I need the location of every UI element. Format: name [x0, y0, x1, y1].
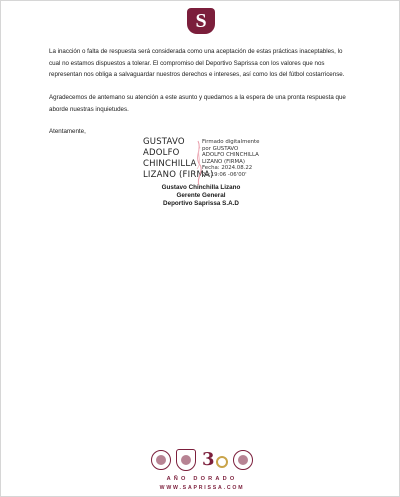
digital-signature-line: por GUSTAVO [202, 145, 239, 152]
digital-signature-line: 20:19:06 -06'00' [202, 171, 247, 178]
digital-signature-line: Fecha: 2024.08.22 [202, 165, 253, 172]
saprissa-logo-icon [187, 8, 215, 34]
anniversary-30-icon: 3 [202, 451, 228, 469]
footer-emblems [151, 447, 253, 473]
signature-name-line: GUSTAVO [143, 137, 185, 147]
signer-name: Gustavo Chinchilla Lizano [161, 184, 241, 191]
shield-icon [176, 449, 196, 471]
signer-organization: Deportivo Saprissa S.A.D [163, 200, 239, 207]
footer-website: WWW.SAPRISSA.COM [159, 485, 245, 491]
crest-icon [151, 450, 171, 470]
signature-name-line: LIZANO (FIRMA) [143, 170, 214, 180]
digital-signature-line: LIZANO (FIRMA) [202, 158, 245, 165]
digital-signature-line: Firmado digitalmente [202, 139, 260, 145]
digital-signature-line: ADOLFO CHINCHILLA [202, 152, 259, 159]
signer-role: Gerente General [176, 192, 226, 199]
body-paragraph-1: La inacción o falta de respuesta será considerada como una aceptación de estas prácticas inaceptables, lo cual no estamos dispuestos a tolerar. El compromiso del Deportivo Saprissa con los valores que nos representan nos obliga a salvaguardar nuestros derechos e intereses, así como los del fútbol costarricense. [49, 48, 345, 78]
closing-line: Atentamente, [49, 128, 86, 135]
signature-name-line: CHINCHILLA [143, 159, 197, 169]
footer-motto: AÑO DORADO [166, 476, 238, 482]
digital-signature-details [202, 139, 259, 179]
logo-letter: S [195, 10, 207, 32]
signature-name-line: ADOLFO [143, 148, 180, 158]
body-paragraph-2: Agradecemos de antemano su atención a este asunto y quedamos a la espera de una pronta respuesta que aborde nuestras inquietudes. [49, 94, 346, 113]
badge-icon [233, 450, 253, 470]
